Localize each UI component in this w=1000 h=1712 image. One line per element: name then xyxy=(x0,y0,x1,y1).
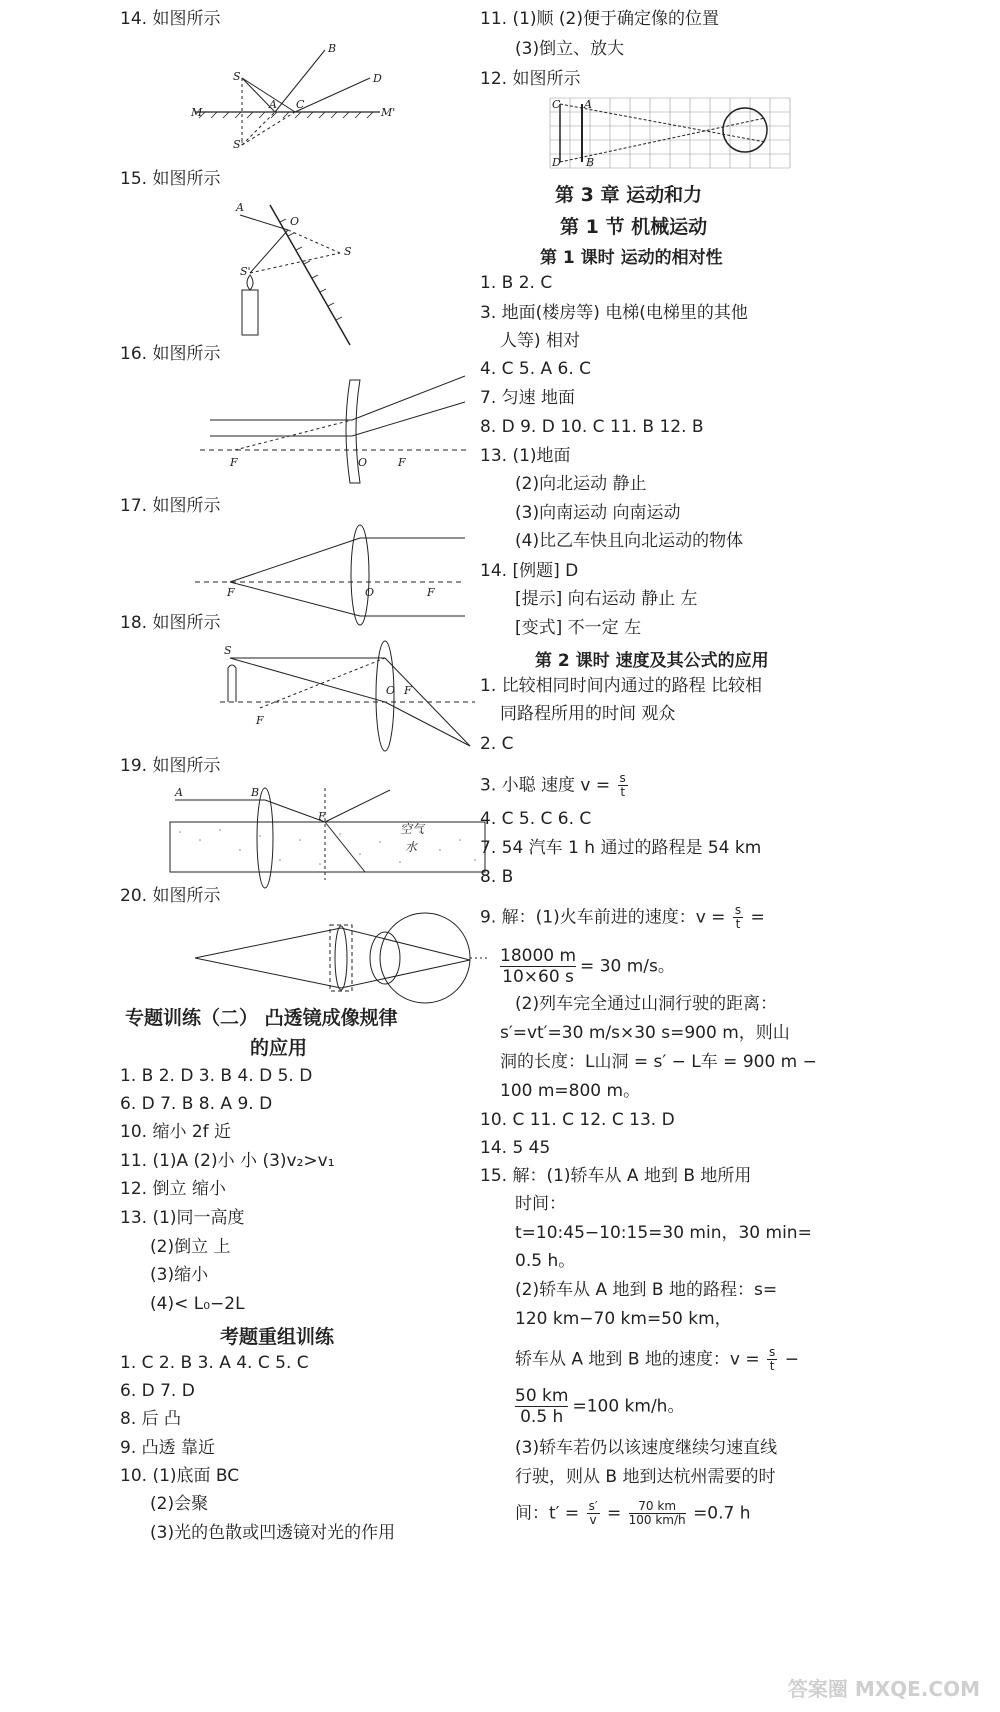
svg-text:F: F xyxy=(256,714,264,727)
svg-text:C: C xyxy=(552,98,561,111)
l2-line-21: 120 km−70 km=50 km， xyxy=(515,1309,732,1329)
l2-line-10: (2)列车完全通过山洞行驶的距离： xyxy=(515,994,778,1014)
svg-text:B: B xyxy=(586,156,595,169)
l2-line-4 xyxy=(480,772,630,799)
formula-v-s-t xyxy=(618,772,628,799)
svg-text:S: S xyxy=(344,245,352,258)
special-line-7: (2)倒立 上 xyxy=(150,1237,231,1257)
exam-line-3: 8. 后 凸 xyxy=(120,1409,182,1429)
l2-line-11: s′=vt′=30 m/s×30 s=900 m，则山 xyxy=(500,1023,790,1043)
special-title-2: 的应用 xyxy=(250,1037,308,1059)
q9-fraction xyxy=(500,946,576,987)
q12-label: 12. 如图所示 xyxy=(480,69,581,89)
frac-num: s′ xyxy=(588,1499,598,1513)
q17-label: 17. 如图所示 xyxy=(120,496,221,516)
diagram-grid-12 xyxy=(550,98,790,168)
special-line-2: 6. D 7. B 8. A 9. D xyxy=(120,1094,273,1114)
q14-label: 14. 如图所示 xyxy=(120,9,221,29)
l2-line-16: 15. 解：(1)轿车从 A 地到 B 地所用 xyxy=(480,1166,752,1186)
q19-label: 19. 如图所示 xyxy=(120,756,221,776)
l2-line-6: 7. 54 汽车 1 h 通过的路程是 54 km xyxy=(480,838,762,858)
l2-line-26 xyxy=(515,1500,751,1527)
svg-text:F: F xyxy=(427,586,435,599)
l1-line-7: 13. (1)地面 xyxy=(480,446,571,466)
l2-line-4-text: 3. 小聪 速度 v = xyxy=(480,775,611,796)
q15-label: 15. 如图所示 xyxy=(120,169,221,189)
l2-line-9 xyxy=(500,946,675,987)
svg-text:S: S xyxy=(233,70,241,83)
frac-num: s xyxy=(734,903,742,917)
l2-line-24: (3)轿车若仍以该速度继续匀速直线 xyxy=(515,1438,778,1458)
svg-text:D: D xyxy=(552,156,561,169)
svg-text:O: O xyxy=(358,456,368,469)
exam-line-7: (3)光的色散或凹透镜对光的作用 xyxy=(150,1523,396,1543)
diagram-18 xyxy=(220,640,480,760)
frac-num: 70 km xyxy=(629,1500,686,1514)
diagram-20 xyxy=(190,910,500,1010)
l2-line-26-result: =0.7 h xyxy=(693,1503,751,1524)
special-line-4: 11. (1)A (2)小 小 (3)v₂>v₁ xyxy=(120,1151,335,1171)
water-label: 水 xyxy=(405,840,418,854)
l1-line-4: 4. C 5. A 6. C xyxy=(480,359,592,379)
frac-num: s xyxy=(619,771,626,785)
equals-sign: = xyxy=(606,1503,622,1524)
svg-text:F: F xyxy=(227,586,235,599)
exam-line-2: 6. D 7. D xyxy=(120,1381,195,1401)
svg-text:S': S' xyxy=(240,265,251,278)
q15-den: 0.5 h xyxy=(520,1407,564,1427)
svg-text:A: A xyxy=(175,786,183,799)
svg-text:F: F xyxy=(230,456,238,469)
special-line-6: 13. (1)同一高度 xyxy=(120,1208,245,1228)
l1-line-3: 人等) 相对 xyxy=(500,331,581,351)
l1-line-8: (2)向北运动 静止 xyxy=(515,474,647,494)
svg-text:B: B xyxy=(328,42,337,55)
l2-line-22-text: 轿车从 A 地到 B 地的速度：v = xyxy=(515,1349,760,1370)
exam-line-4: 9. 凸透 靠近 xyxy=(120,1438,216,1458)
l2-line-17: 时间： xyxy=(515,1194,566,1214)
svg-text:F: F xyxy=(404,684,412,697)
frac-den: t xyxy=(769,1359,775,1373)
q15-fraction xyxy=(515,1386,568,1427)
svg-text:A: A xyxy=(584,98,592,111)
air-label: 空气 xyxy=(400,822,425,836)
l1-line-10: (4)比乙车快且向北运动的物体 xyxy=(515,531,744,551)
l2-line-1: 1. 比较相同时间内通过的路程 比较相 xyxy=(480,676,763,696)
lesson1-title: 第 1 课时 运动的相对性 xyxy=(540,248,723,268)
frac-num: s xyxy=(769,1345,776,1359)
frac-den: 100 km/h xyxy=(628,1513,686,1527)
special-line-3: 10. 缩小 2f 近 xyxy=(120,1122,232,1142)
svg-text:C: C xyxy=(296,98,305,111)
frac-den: t xyxy=(735,917,741,931)
l2-line-2: 同路程所用的时间 观众 xyxy=(500,704,676,724)
exam-line-1: 1. C 2. B 3. A 4. C 5. C xyxy=(120,1353,309,1373)
diagram-15 xyxy=(230,195,460,345)
l2-line-12: 洞的长度：L山洞 = s′ − L车 = 900 m − xyxy=(500,1052,817,1072)
special-title-1: 专题训练（二） 凸透镜成像规律 xyxy=(125,1007,398,1029)
frac-den: t xyxy=(620,785,626,799)
svg-text:M: M xyxy=(191,106,203,119)
l2-line-5: 4. C 5. C 6. C xyxy=(480,809,592,829)
exam-line-6: (2)会聚 xyxy=(150,1494,209,1514)
special-line-1: 1. B 2. D 3. B 4. D 5. D xyxy=(120,1066,313,1086)
section-title: 第 1 节 机械运动 xyxy=(560,216,708,238)
l1-line-6: 8. D 9. D 10. C 11. B 12. B xyxy=(480,417,704,437)
chapter-title: 第 3 章 运动和力 xyxy=(555,184,703,206)
l2-line-18: t=10:45−10:15=30 min，30 min= xyxy=(515,1223,812,1243)
q15-num: 50 km xyxy=(515,1386,569,1406)
svg-text:F: F xyxy=(318,810,326,823)
q16-label: 16. 如图所示 xyxy=(120,344,221,364)
svg-text:F: F xyxy=(398,456,406,469)
diagram-17 xyxy=(195,520,475,630)
l2-line-25: 行驶，则从 B 地到达杭州需要的时 xyxy=(515,1467,776,1487)
svg-text:B: B xyxy=(251,786,260,799)
l1-line-1: 1. B 2. C xyxy=(480,273,553,293)
svg-text:S: S xyxy=(224,644,232,657)
formula-q15c xyxy=(629,1500,686,1527)
l1-line-2: 3. 地面(楼房等) 电梯(电梯里的其他 xyxy=(480,303,748,323)
special-line-8: (3)缩小 xyxy=(150,1265,209,1285)
l2-line-23 xyxy=(515,1386,684,1427)
l2-line-8: 9. 解：(1)火车前进的速度：v = $\frac{s}{t}$ = xyxy=(480,903,765,931)
svg-text:A: A xyxy=(236,201,244,214)
l1-line-13: [变式] 不一定 左 xyxy=(515,618,642,638)
l2-line-20: (2)轿车从 A 地到 B 地的路程：s= xyxy=(515,1280,778,1300)
l1-line-5: 7. 匀速 地面 xyxy=(480,388,576,408)
formula-v-s-t-2 xyxy=(733,904,743,931)
formula-t-s-v xyxy=(587,1500,600,1527)
l2-line-19: 0.5 h。 xyxy=(515,1251,576,1271)
l1-line-12: [提示] 向右运动 静止 左 xyxy=(515,589,698,609)
l2-line-3: 2. C xyxy=(480,734,514,754)
q11-line-1: 11. (1)顺 (2)便于确定像的位置 xyxy=(480,9,720,29)
l1-line-9: (3)向南运动 向南运动 xyxy=(515,503,681,523)
q11-line-2: (3)倒立、放大 xyxy=(515,39,625,59)
svg-text:O: O xyxy=(365,586,375,599)
q9-den: 10×60 s xyxy=(502,967,574,987)
l2-line-8-text: 9. 解：(1)火车前进的速度：v = xyxy=(480,907,726,928)
l2-line-26-text: 间：t′ = xyxy=(515,1503,580,1524)
l2-line-13: 100 m=800 m。 xyxy=(500,1081,641,1101)
svg-text:S': S' xyxy=(233,138,244,151)
special-line-9: (4)< L₀−2L xyxy=(150,1294,245,1314)
l2-line-23-text: =100 km/h。 xyxy=(572,1396,685,1417)
exam-title: 考题重组训练 xyxy=(220,1326,335,1348)
formula-v-s-t-3 xyxy=(767,1346,777,1373)
q9-num: 18000 m xyxy=(500,946,577,966)
svg-text:M': M' xyxy=(381,106,396,119)
l2-line-14: 10. C 11. C 12. C 13. D xyxy=(480,1110,675,1130)
diagram-19 xyxy=(165,780,495,890)
special-line-5: 12. 倒立 缩小 xyxy=(120,1179,226,1199)
diagram-16 xyxy=(200,368,480,493)
svg-text:A: A xyxy=(269,98,277,111)
l2-line-9-text: = 30 m/s。 xyxy=(580,956,675,977)
watermark: 答案圈 MXQE.COM xyxy=(787,1677,980,1701)
l2-line-22: 轿车从 A 地到 B 地的速度：v = $\frac{s}{t}$ − xyxy=(515,1345,799,1373)
svg-text:D: D xyxy=(373,72,382,85)
lesson2-title: 第 2 课时 速度及其公式的应用 xyxy=(535,651,769,671)
exam-line-5: 10. (1)底面 BC xyxy=(120,1466,240,1486)
l1-line-11: 14. [例题] D xyxy=(480,561,579,581)
q18-label: 18. 如图所示 xyxy=(120,613,221,633)
frac-den: v xyxy=(589,1513,597,1527)
l2-line-15: 14. 5 45 xyxy=(480,1138,551,1158)
svg-text:O: O xyxy=(386,684,396,697)
svg-text:O: O xyxy=(290,215,300,228)
l2-line-7: 8. B xyxy=(480,867,514,887)
diagram-14 xyxy=(191,40,455,155)
q20-label: 20. 如图所示 xyxy=(120,886,221,906)
